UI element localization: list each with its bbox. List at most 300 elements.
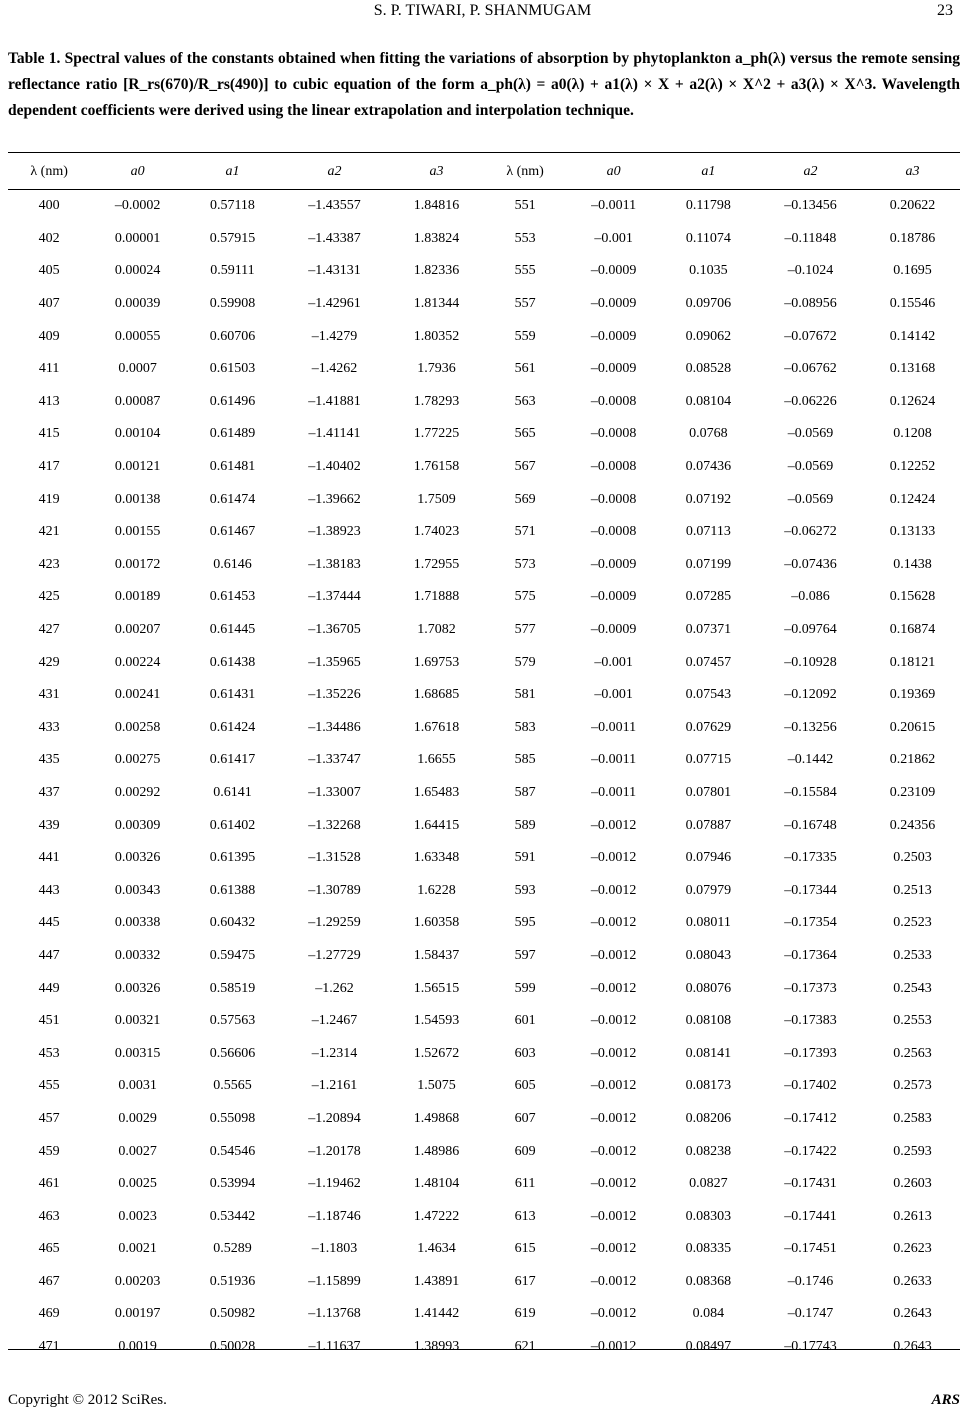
table-cell: 1.80352 xyxy=(413,328,460,344)
table-row xyxy=(8,809,960,842)
column-header: a0 xyxy=(566,154,661,190)
table-cell: 1.6655 xyxy=(417,752,456,768)
table-cell: 577 xyxy=(514,622,536,638)
table-cell: 0.1035 xyxy=(689,263,728,279)
table-cell: 0.2533 xyxy=(893,947,932,963)
table-cell: –0.17431 xyxy=(784,1176,837,1192)
table-cell: –0.0012 xyxy=(590,1208,637,1224)
table-cell: 601 xyxy=(514,1013,536,1029)
table-cell: –0.001 xyxy=(594,654,633,670)
table-cell: –0.16748 xyxy=(784,817,837,833)
table-cell: 0.5289 xyxy=(213,1241,252,1257)
table-cell: 1.7936 xyxy=(417,361,456,377)
table-cell: 0.54546 xyxy=(209,1143,256,1159)
table-cell: –0.10928 xyxy=(784,654,837,670)
table-cell: 0.00326 xyxy=(114,850,161,866)
table-cell: 0.53442 xyxy=(209,1208,256,1224)
table-cell: 553 xyxy=(514,230,536,246)
table-cell: 0.08173 xyxy=(685,1078,732,1094)
table-cell: 0.57118 xyxy=(209,198,255,214)
table-row xyxy=(8,223,960,256)
table-cell: 449 xyxy=(38,980,60,996)
table-cell: 1.54593 xyxy=(413,1013,460,1029)
table-cell: 621 xyxy=(514,1339,536,1355)
table-cell: 0.20615 xyxy=(889,719,936,735)
table-cell: 587 xyxy=(514,784,536,800)
table-cell: 615 xyxy=(514,1241,536,1257)
table-cell: 463 xyxy=(38,1208,60,1224)
table-cell: –1.36705 xyxy=(308,622,361,638)
table-cell: 421 xyxy=(38,524,60,540)
table-cell: 435 xyxy=(38,752,60,768)
table-cell: 1.41442 xyxy=(413,1306,460,1322)
page-number: 23 xyxy=(937,2,953,19)
table-cell: –0.07436 xyxy=(784,556,837,572)
table-cell: 0.2563 xyxy=(893,1045,932,1061)
column-header: a0 xyxy=(90,154,185,190)
table-cell: 0.08528 xyxy=(685,361,732,377)
table-row xyxy=(8,288,960,321)
table-cell: 1.6228 xyxy=(417,882,456,898)
table-cell: –0.0012 xyxy=(590,1045,637,1061)
table-cell: –0.0008 xyxy=(590,491,637,507)
table-cell: –0.0012 xyxy=(590,1176,637,1192)
table-cell: 0.07946 xyxy=(685,850,732,866)
table-cell: 609 xyxy=(514,1143,536,1159)
table-cell: 0.00326 xyxy=(114,980,161,996)
table-cell: 0.61503 xyxy=(209,361,256,377)
table-cell: 0.61445 xyxy=(209,622,256,638)
table-cell: 0.61474 xyxy=(209,491,256,507)
table-row xyxy=(8,907,960,940)
table-row xyxy=(8,1168,960,1201)
table-cell: –0.0012 xyxy=(590,980,637,996)
table-cell: –0.0009 xyxy=(590,263,637,279)
table-cell: 0.13133 xyxy=(889,524,936,540)
table-cell: 0.21862 xyxy=(889,752,936,768)
table-cell: –0.001 xyxy=(594,230,633,246)
table-cell: 0.53994 xyxy=(209,1176,256,1192)
table-cell: 585 xyxy=(514,752,536,768)
table-cell: –0.17354 xyxy=(784,915,837,931)
table-cell: –1.15899 xyxy=(308,1273,361,1289)
table-cell: 1.65483 xyxy=(413,784,460,800)
table-cell: 1.56515 xyxy=(413,980,460,996)
table-cell: 431 xyxy=(38,687,60,703)
table-cell: –1.19462 xyxy=(308,1176,361,1192)
table-row xyxy=(8,712,960,745)
table-cell: 0.0031 xyxy=(118,1078,157,1094)
column-header: a1 xyxy=(661,154,756,190)
table-row xyxy=(8,190,960,223)
table-cell: 0.00338 xyxy=(114,915,161,931)
table-cell: 405 xyxy=(38,263,60,279)
table-cell: –0.07672 xyxy=(784,328,837,344)
table-cell: –0.08956 xyxy=(784,296,837,312)
table-cell: 1.58437 xyxy=(413,947,460,963)
table-cell: –0.17335 xyxy=(784,850,837,866)
table-cell: –1.31528 xyxy=(308,850,361,866)
table-cell: 0.00087 xyxy=(114,393,161,409)
table-cell: 1.48104 xyxy=(413,1176,460,1192)
table-cell: 559 xyxy=(514,328,536,344)
table-cell: 1.71888 xyxy=(413,589,460,605)
table-cell: 0.07629 xyxy=(685,719,732,735)
column-header: λ (nm) xyxy=(484,154,566,190)
table-cell: –0.06226 xyxy=(784,393,837,409)
table-row xyxy=(8,842,960,875)
table-cell: 429 xyxy=(38,654,60,670)
table-cell: –1.34486 xyxy=(308,719,361,735)
table-cell: –0.1442 xyxy=(787,752,834,768)
table-bottom-rule xyxy=(8,1349,960,1350)
table-cell: 1.5075 xyxy=(417,1078,456,1094)
table-cell: 0.20622 xyxy=(889,198,936,214)
table-cell: 571 xyxy=(514,524,536,540)
table-row xyxy=(8,646,960,679)
table-cell: –1.13768 xyxy=(308,1306,361,1322)
table-cell: 0.60432 xyxy=(209,915,256,931)
table-cell: 0.57563 xyxy=(209,1013,256,1029)
table-cell: –1.262 xyxy=(315,980,354,996)
table-row xyxy=(8,1103,960,1136)
table-cell: 0.08141 xyxy=(685,1045,732,1061)
table-row xyxy=(8,1005,960,1038)
table-cell: 0.08238 xyxy=(685,1143,732,1159)
table-cell: –1.38183 xyxy=(308,556,361,572)
table-cell: 1.82336 xyxy=(413,263,460,279)
table-cell: 465 xyxy=(38,1241,60,1257)
table-cell: 459 xyxy=(38,1143,60,1159)
table-cell: –0.0012 xyxy=(590,1306,637,1322)
table-cell: –1.38923 xyxy=(308,524,361,540)
table-cell: –1.43387 xyxy=(308,230,361,246)
table-cell: 0.57915 xyxy=(209,230,256,246)
table-cell: 0.24356 xyxy=(889,817,936,833)
table-row xyxy=(8,353,960,386)
table-cell: 1.60358 xyxy=(413,915,460,931)
table-cell: 0.08076 xyxy=(685,980,732,996)
table-cell: 0.59111 xyxy=(210,263,255,279)
table-cell: 1.38993 xyxy=(413,1339,460,1355)
table-cell: 565 xyxy=(514,426,536,442)
table-cell: 0.00315 xyxy=(114,1045,161,1061)
table-row xyxy=(8,451,960,484)
table-cell: –0.0002 xyxy=(114,198,161,214)
table-cell: 441 xyxy=(38,850,60,866)
table-cell: 0.2513 xyxy=(893,882,932,898)
table-cell: –0.0011 xyxy=(591,784,637,800)
table-cell: –0.09764 xyxy=(784,622,837,638)
table-cell: –0.13256 xyxy=(784,719,837,735)
table-cell: 407 xyxy=(38,296,60,312)
table-cell: –0.17373 xyxy=(784,980,837,996)
table-cell: 413 xyxy=(38,393,60,409)
table-cell: 561 xyxy=(514,361,536,377)
table-cell: 0.07285 xyxy=(685,589,732,605)
table-cell: –0.0012 xyxy=(590,947,637,963)
table-cell: 0.19369 xyxy=(889,687,936,703)
table-cell: –0.0009 xyxy=(590,589,637,605)
table-cell: 0.18121 xyxy=(889,654,936,670)
table-cell: 0.60706 xyxy=(209,328,256,344)
table-row xyxy=(8,549,960,582)
table-cell: –0.0009 xyxy=(590,556,637,572)
table-cell: 0.11074 xyxy=(685,230,731,246)
table-cell: –0.0569 xyxy=(787,426,834,442)
table-row xyxy=(8,940,960,973)
table-cell: 0.61388 xyxy=(209,882,256,898)
table-cell: 0.09062 xyxy=(685,328,732,344)
table-cell: 0.11798 xyxy=(685,198,731,214)
table-cell: –0.17344 xyxy=(784,882,837,898)
table-cell: –0.0009 xyxy=(590,296,637,312)
table-cell: –1.41881 xyxy=(308,393,361,409)
table-cell: 1.84816 xyxy=(413,198,460,214)
table-cell: –0.0008 xyxy=(590,459,637,475)
table-cell: 607 xyxy=(514,1110,536,1126)
table-cell: 597 xyxy=(514,947,536,963)
copyright: Copyright © 2012 SciRes. xyxy=(8,1392,167,1408)
table-cell: –0.0011 xyxy=(591,719,637,735)
table-cell: 0.00024 xyxy=(114,263,161,279)
table-cell: –0.086 xyxy=(791,589,830,605)
table-cell: –0.0011 xyxy=(591,198,637,214)
table-cell: 613 xyxy=(514,1208,536,1224)
table-cell: –0.06762 xyxy=(784,361,837,377)
table-cell: 0.08104 xyxy=(685,393,732,409)
table-cell: 569 xyxy=(514,491,536,507)
table-row xyxy=(8,744,960,777)
table-cell: –0.06272 xyxy=(784,524,837,540)
table-cell: 0.61481 xyxy=(209,459,256,475)
table-cell: 0.59908 xyxy=(209,296,256,312)
table-cell: 0.00275 xyxy=(114,752,161,768)
table-cell: 0.00001 xyxy=(114,230,161,246)
table-cell: 427 xyxy=(38,622,60,638)
table-cell: 0.18786 xyxy=(889,230,936,246)
table-cell: 1.64415 xyxy=(413,817,460,833)
table-cell: –1.37444 xyxy=(308,589,361,605)
table-cell: 0.00197 xyxy=(114,1306,161,1322)
table-cell: –0.0012 xyxy=(590,882,637,898)
table-cell: 0.2633 xyxy=(893,1273,932,1289)
table-cell: –0.17383 xyxy=(784,1013,837,1029)
table-cell: 0.084 xyxy=(692,1306,725,1322)
table-row xyxy=(8,516,960,549)
table-cell: –0.0012 xyxy=(590,1110,637,1126)
table-cell: –0.17412 xyxy=(784,1110,837,1126)
table-cell: 551 xyxy=(514,198,536,214)
table-cell: –1.18746 xyxy=(308,1208,361,1224)
table-cell: 0.00292 xyxy=(114,784,161,800)
table-cell: –0.0009 xyxy=(590,622,637,638)
table-cell: 0.61467 xyxy=(209,524,256,540)
table-cell: –0.13456 xyxy=(784,198,837,214)
table-row xyxy=(8,483,960,516)
table-cell: 1.4634 xyxy=(417,1241,456,1257)
table-cell: –1.40402 xyxy=(308,459,361,475)
table-row xyxy=(8,1037,960,1070)
table-cell: –1.20178 xyxy=(308,1143,361,1159)
table-cell: 1.68685 xyxy=(413,687,460,703)
table-cell: –0.17393 xyxy=(784,1045,837,1061)
table-cell: 0.2573 xyxy=(893,1078,932,1094)
table-cell: 1.47222 xyxy=(413,1208,460,1224)
table-cell: 0.07113 xyxy=(685,524,731,540)
table-cell: –0.1747 xyxy=(787,1306,834,1322)
table-cell: 433 xyxy=(38,719,60,735)
table-cell: 0.07457 xyxy=(685,654,732,670)
table-cell: –1.33747 xyxy=(308,752,361,768)
table-cell: 0.00321 xyxy=(114,1013,161,1029)
table-cell: 0.61431 xyxy=(209,687,256,703)
table-row xyxy=(8,1266,960,1299)
table-cell: 0.0827 xyxy=(689,1176,728,1192)
table-cell: 1.48986 xyxy=(413,1143,460,1159)
table-cell: 1.76158 xyxy=(413,459,460,475)
table-cell: 1.69753 xyxy=(413,654,460,670)
column-header: a3 xyxy=(865,154,960,190)
table-cell: 471 xyxy=(38,1339,60,1355)
table-cell: 0.55098 xyxy=(209,1110,256,1126)
table-cell: 0.2593 xyxy=(893,1143,932,1159)
table-cell: 0.12624 xyxy=(889,393,936,409)
table-cell: 0.61453 xyxy=(209,589,256,605)
table-caption xyxy=(8,46,960,124)
table-cell: –0.17743 xyxy=(784,1339,837,1355)
column-header: λ (nm) xyxy=(8,154,90,190)
table-cell: 461 xyxy=(38,1176,60,1192)
table-cell: 0.15628 xyxy=(889,589,936,605)
table-cell: –1.2314 xyxy=(311,1045,358,1061)
table-cell: 0.00155 xyxy=(114,524,161,540)
table-cell: 0.00203 xyxy=(114,1273,161,1289)
table-cell: 0.07715 xyxy=(685,752,732,768)
table-cell: 402 xyxy=(38,230,60,246)
table-cell: 0.2603 xyxy=(893,1176,932,1192)
table-cell: 0.0768 xyxy=(689,426,728,442)
table-cell: 0.08011 xyxy=(685,915,731,931)
table-cell: –0.0012 xyxy=(590,1078,637,1094)
table-cell: 563 xyxy=(514,393,536,409)
table-cell: 0.23109 xyxy=(889,784,936,800)
column-header: a3 xyxy=(389,154,484,190)
table-cell: 617 xyxy=(514,1273,536,1289)
table-cell: 1.77225 xyxy=(413,426,460,442)
table-row xyxy=(8,1135,960,1168)
table-cell: 0.00258 xyxy=(114,719,161,735)
table-cell: 457 xyxy=(38,1110,60,1126)
table-cell: –0.0012 xyxy=(590,1241,637,1257)
table-cell: 0.12424 xyxy=(889,491,936,507)
column-header: a2 xyxy=(280,154,389,190)
caption-text: Spectral values of the constants obtained when fitting the variations of absorption by phytoplankton a_ph(λ) versus the remote sensing reflectance ratio [R_rs(670)/R_rs(490)] to cubic equation of the form a_ph(λ) = a0(λ) + a1(λ) × X + a2(λ) × X^2 + a3(λ) × X^3. Wavelength dependent coefficients were derived using the linear extrapolation and interpolation technique. xyxy=(8,50,961,119)
table-cell: 0.08497 xyxy=(685,1339,732,1355)
table-cell: 0.50982 xyxy=(209,1306,256,1322)
journal-name: ARS xyxy=(931,1392,960,1408)
table-cell: 0.00138 xyxy=(114,491,161,507)
table-cell: 0.2553 xyxy=(893,1013,932,1029)
table-cell: 1.67618 xyxy=(413,719,460,735)
table-cell: 1.72955 xyxy=(413,556,460,572)
table-cell: –0.001 xyxy=(594,687,633,703)
table-cell: 0.0025 xyxy=(118,1176,157,1192)
table-cell: 0.61489 xyxy=(209,426,256,442)
table-cell: –0.1024 xyxy=(787,263,834,279)
table-cell: –1.41141 xyxy=(308,426,361,442)
table-cell: 0.12252 xyxy=(889,459,936,475)
table-cell: 0.08303 xyxy=(685,1208,732,1224)
table-cell: 417 xyxy=(38,459,60,475)
table-cell: –0.0009 xyxy=(590,328,637,344)
table-cell: –1.43131 xyxy=(308,263,361,279)
table-cell: 0.61496 xyxy=(209,393,256,409)
table-row xyxy=(8,418,960,451)
table-cell: –0.17364 xyxy=(784,947,837,963)
table-cell: 0.07543 xyxy=(685,687,732,703)
table-row xyxy=(8,1200,960,1233)
table-cell: 0.07371 xyxy=(685,622,732,638)
table-cell: –1.4279 xyxy=(311,328,358,344)
table-cell: 611 xyxy=(514,1176,536,1192)
table-cell: 415 xyxy=(38,426,60,442)
table-cell: 575 xyxy=(514,589,536,605)
table-cell: 0.07887 xyxy=(685,817,732,833)
table-cell: 0.09706 xyxy=(685,296,732,312)
table-header-row xyxy=(8,154,960,190)
table-row xyxy=(8,874,960,907)
table-cell: –0.17441 xyxy=(784,1208,837,1224)
table-cell: 0.00121 xyxy=(114,459,161,475)
table-cell: –1.39662 xyxy=(308,491,361,507)
table-row xyxy=(8,386,960,419)
table-cell: –0.12092 xyxy=(784,687,837,703)
table-cell: 0.2583 xyxy=(893,1110,932,1126)
table-cell: –0.17422 xyxy=(784,1143,837,1159)
table-cell: 0.00343 xyxy=(114,882,161,898)
table-cell: 0.08206 xyxy=(685,1110,732,1126)
table-cell: 445 xyxy=(38,915,60,931)
table-cell: 0.2543 xyxy=(893,980,932,996)
table-cell: 0.2643 xyxy=(893,1306,932,1322)
table-cell: 1.63348 xyxy=(413,850,460,866)
table-cell: –0.0012 xyxy=(590,1143,637,1159)
table-cell: –1.30789 xyxy=(308,882,361,898)
table-cell: 603 xyxy=(514,1045,536,1061)
table-cell: 455 xyxy=(38,1078,60,1094)
table-cell: –0.17402 xyxy=(784,1078,837,1094)
table-cell: 0.00207 xyxy=(114,622,161,638)
table-cell: –1.33007 xyxy=(308,784,361,800)
table-cell: 591 xyxy=(514,850,536,866)
table-cell: 0.59475 xyxy=(209,947,256,963)
column-header: a2 xyxy=(756,154,865,190)
table-cell: –0.0569 xyxy=(787,491,834,507)
table-cell: 583 xyxy=(514,719,536,735)
table-cell: 0.07801 xyxy=(685,784,732,800)
table-cell: 619 xyxy=(514,1306,536,1322)
table-cell: 0.00241 xyxy=(114,687,161,703)
table-cell: 0.2613 xyxy=(893,1208,932,1224)
table-cell: 443 xyxy=(38,882,60,898)
table-cell: 451 xyxy=(38,1013,60,1029)
coefficients-table xyxy=(8,154,960,1363)
table-cell: 0.0029 xyxy=(118,1110,157,1126)
table-row xyxy=(8,1331,960,1364)
table-cell: 0.07192 xyxy=(685,491,732,507)
table-cell: 0.2503 xyxy=(893,850,932,866)
